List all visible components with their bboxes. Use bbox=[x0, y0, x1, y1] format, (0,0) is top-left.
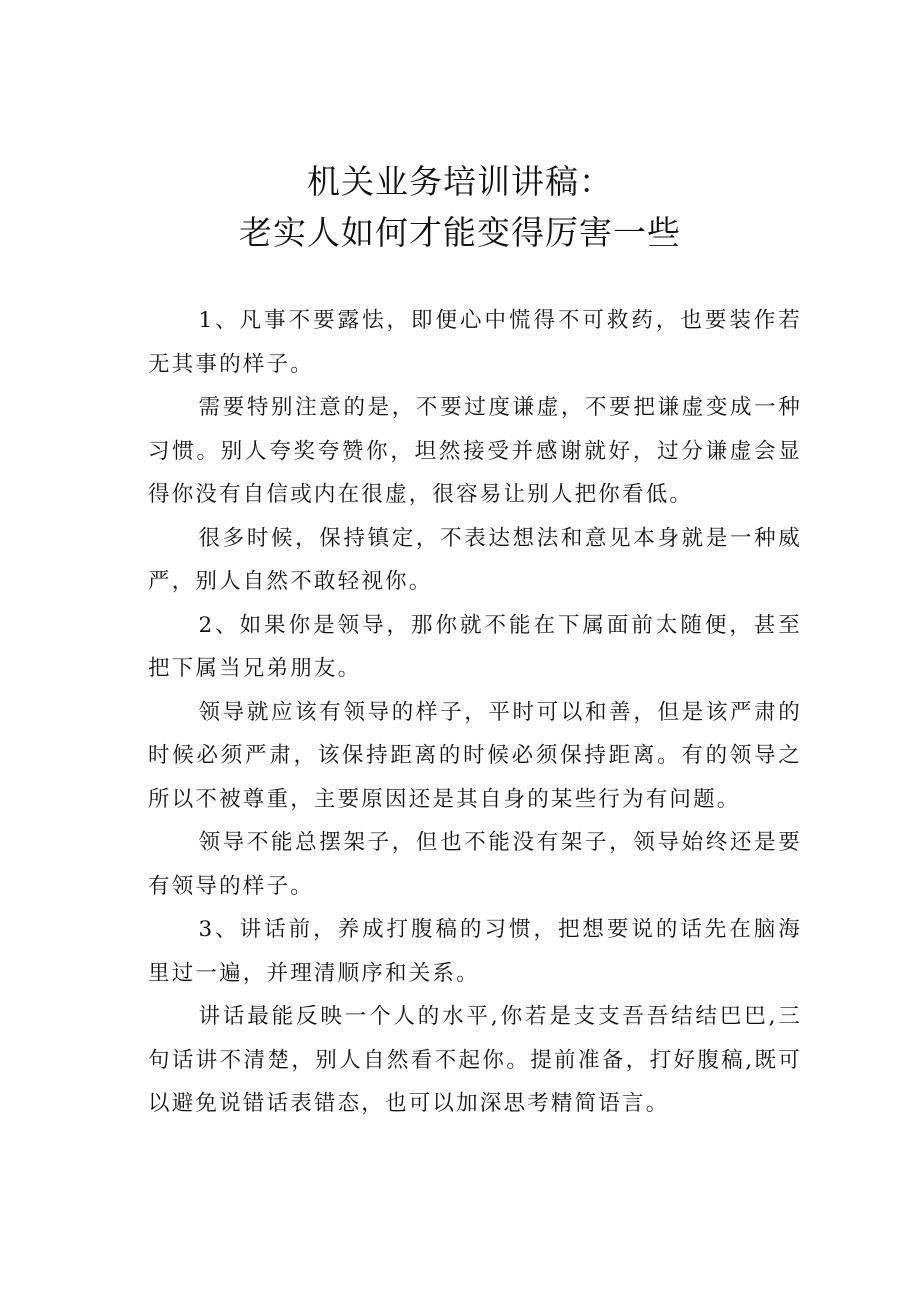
paragraph-1: 1、凡事不要露怯，即便心中慌得不可救药，也要装作若无其事的样子。 bbox=[148, 308, 802, 377]
paragraph-6: 领导不能总摆架子，但也不能没有架子，领导始终还是要有领导的样子。 bbox=[148, 830, 802, 899]
document-title bbox=[0, 156, 920, 258]
paragraph-2: 需要特别注意的是，不要过度谦虚，不要把谦虚变成一种习惯。别人夸奖夸赞你，坦然接受并感谢就好，过分谦虚会显得你没有自信或内在很虚，很容易让别人把你看低。 bbox=[148, 395, 802, 507]
title-line-2: 老实人如何才能变得厉害一些 bbox=[239, 213, 681, 252]
title-line-1: 机关业务培训讲稿： bbox=[307, 162, 613, 201]
document-body bbox=[148, 299, 802, 1126]
paragraph-5: 领导就应该有领导的样子，平时可以和善，但是该严肃的时候必须严肃，该保持距离的时候必须保持距离。有的领导之所以不被尊重，主要原因还是其自身的某些行为有问题。 bbox=[148, 699, 802, 812]
paragraph-3: 很多时候，保持镇定，不表达想法和意见本身就是一种威严，别人自然不敢轻视你。 bbox=[148, 525, 802, 594]
paragraph-8: 讲话最能反映一个人的水平,你若是支支吾吾结结巴巴,三句话讲不清楚，别人自然看不起你。提前准备，打好腹稿,既可以避免说错话表错态，也可以加深思考精简语言。 bbox=[148, 1004, 802, 1116]
paragraph-4: 2、如果你是领导，那你就不能在下属面前太随便，甚至把下属当兄弟朋友。 bbox=[148, 612, 802, 681]
paragraph-7: 3、讲话前，养成打腹稿的习惯，把想要说的话先在脑海里过一遍，并理清顺序和关系。 bbox=[148, 917, 802, 986]
